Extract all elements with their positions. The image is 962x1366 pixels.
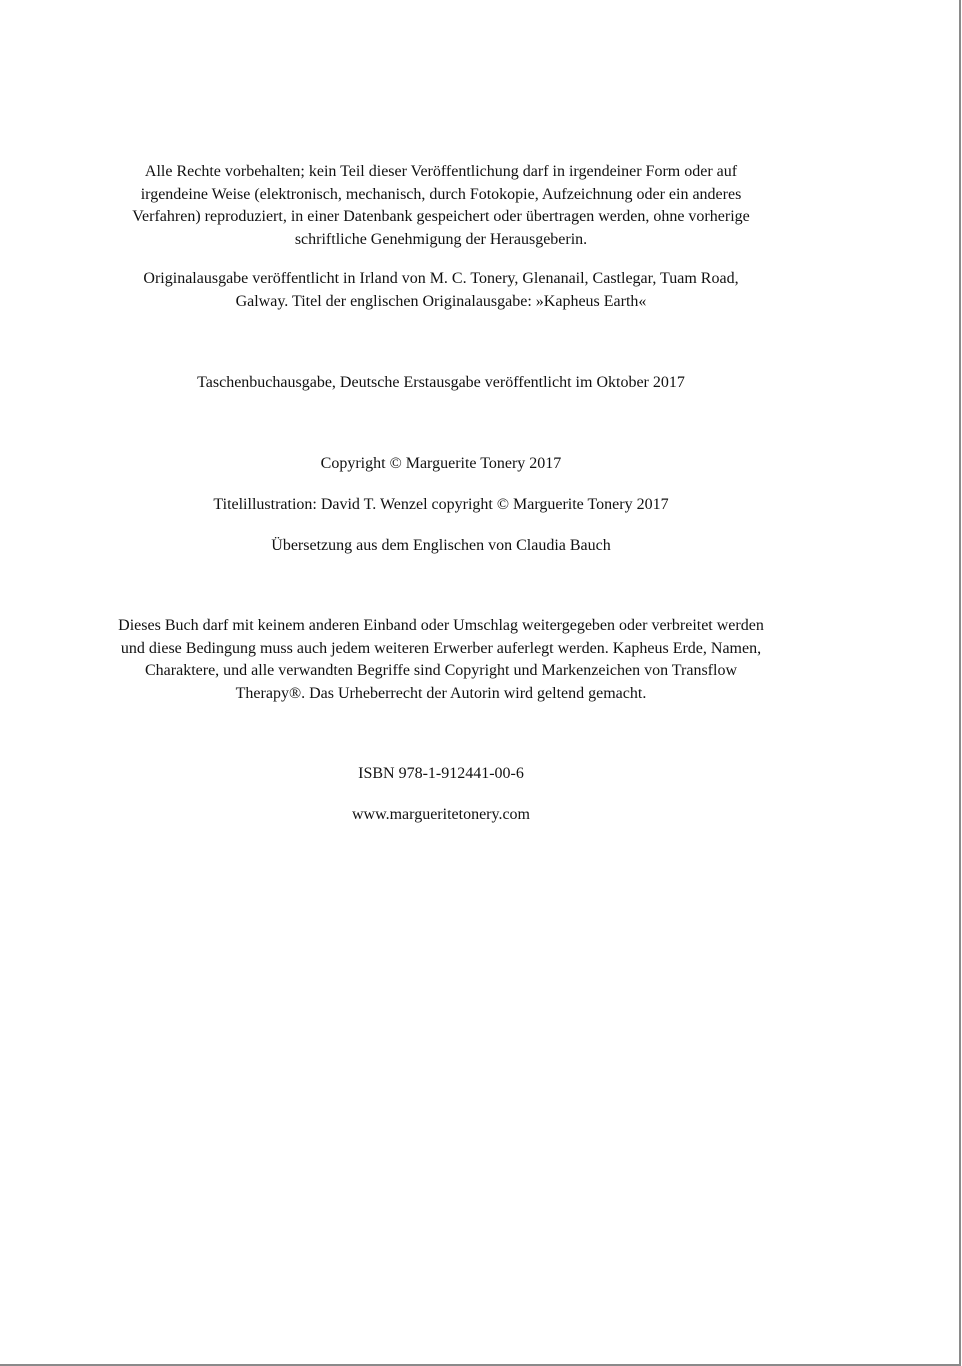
rights-reserved-paragraph (60, 161, 822, 251)
binding-line: Therapy®. Das Urheberrecht der Autorin wird geltend gemacht. (235, 684, 647, 702)
rights-line: schriftliche Genehmigung der Herausgeberin. (294, 230, 588, 248)
binding-line: Dieses Buch darf mit keinem anderen Einband oder Umschlag weitergegeben oder verbreitet werden (118, 617, 764, 634)
binding-line: Charaktere, und alle verwandten Begriffe sind Copyright und Markenzeichen von Transflow (145, 662, 737, 679)
paperback-edition-line: Taschenbuchausgabe, Deutsche Erstausgabe veröffentlicht im Oktober 2017 (197, 374, 685, 391)
rights-line: Alle Rechte vorbehalten; kein Teil dieser Veröffentlichung darf in irgendeiner Form oder auf (144, 163, 738, 180)
binding-line: und diese Bedingung muss auch jedem weiteren Erwerber auferlegt werden. Kapheus Erde, Namen, (120, 639, 762, 657)
website-line: www.margueritetonery.com (351, 806, 530, 823)
copyright-line: Copyright © Marguerite Tonery 2017 (320, 455, 562, 472)
cover-illustration-line: Titelillustration: David T. Wenzel copyright © Marguerite Tonery 2017 (213, 496, 669, 513)
original-edition-line: Originalausgabe veröffentlicht in Irland von M. C. Tonery, Glenanail, Castlegar, Tuam Road, (143, 270, 739, 287)
original-edition-paragraph (60, 268, 822, 313)
original-edition-line: Galway. Titel der englischen Originalausgabe: »Kapheus Earth« (235, 292, 647, 310)
rights-line: irgendeine Weise (elektronisch, mechanisch, durch Fotokopie, Aufzeichnung oder ein anderes (140, 185, 742, 203)
binding-condition-paragraph (60, 615, 822, 705)
rights-line: Verfahren) reproduziert, in einer Datenbank gespeichert oder übertragen werden, ohne vorherige (132, 208, 750, 225)
isbn-line: ISBN 978-1-912441-00-6 (358, 765, 524, 782)
translation-credit-line: Übersetzung aus dem Englischen von Claudia Bauch (271, 537, 611, 554)
